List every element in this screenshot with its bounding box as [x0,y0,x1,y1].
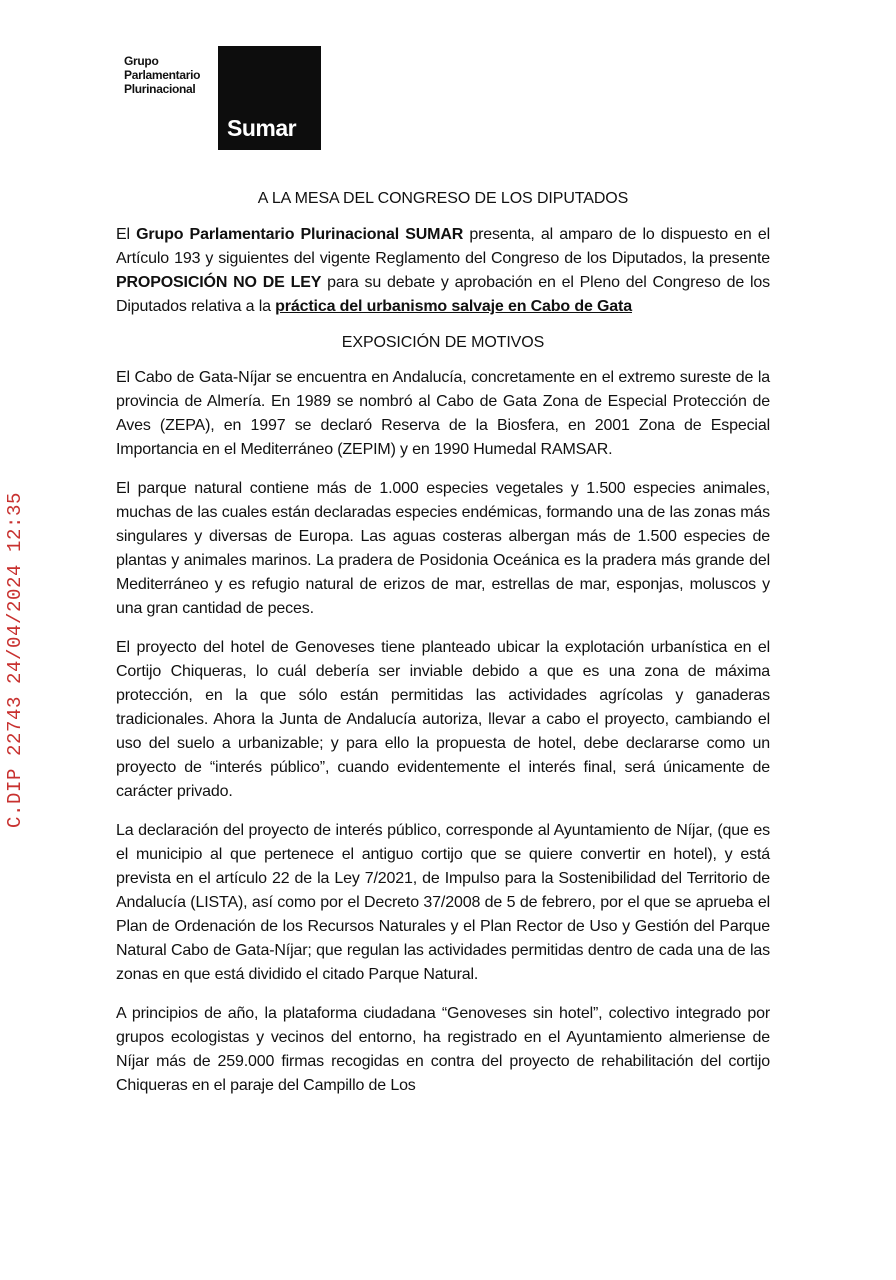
registry-stamp [0,470,30,850]
logo-line-parlamentario: Parlamentario [124,68,201,82]
document-body [116,190,770,1113]
intro-text-1: El [116,226,137,243]
logo-line-grupo: Grupo [124,54,159,68]
group-name: Grupo Parlamentario Plurinacional SUMAR [136,226,464,243]
body-paragraph: El proyecto del hotel de Genoveses tiene planteado ubicar la explotación urbanística en el Cortijo Chiqueras, lo cuál debería ser inviable debido a que es una zona de máxima protección, en la que sólo están permitidas las actividades agrícolas y ganaderas tradicionales. Ahora la Junta de Andalucía autoriza, llevar a cabo el proyecto, cambiando el uso del suelo a urbanizable; y para ello la propuesta de hotel, debe declararse como un proyecto de “interés público”, cuando evidentemente el interés final, será únicamente de carácter privado. [116,639,770,800]
body-paragraph: El parque natural contiene más de 1.000 especies vegetales y 1.500 especies animales, muchas de las cuales están declaradas especies endémicas, formando una de las zonas más singulares y diversas de Europa. Las aguas costeras albergan más de 1.500 especies de plantas y animales marinos. La pradera de Posidonia Oceánica es la pradera más grande del Mediterráneo y es refugio natural de erizos de mar, estrellas de mar, esponjas, moluscos y una gran cantidad de peces. [116,480,770,617]
proposal-subject: práctica del urbanismo salvaje en Cabo de Gata [275,298,632,315]
intro-text-3: para su debate y aprobación en el Pleno del Congreso de los Diputados relativa a la [116,274,770,315]
sumar-logo [218,46,321,150]
motives-heading: EXPOSICIÓN DE MOTIVOS [341,334,545,351]
addressee-heading: A LA MESA DEL CONGRESO DE LOS DIPUTADOS [257,190,629,207]
registry-stamp-text: C.DIP 22743 24/04/2024 12:35 [4,491,26,829]
party-logo-text [124,54,200,96]
proposal-type: PROPOSICIÓN NO DE LEY [116,274,322,291]
logo-line-plurinacional: Plurinacional [124,82,196,96]
intro-paragraph [116,223,770,319]
body-paragraph: La declaración del proyecto de interés público, corresponde al Ayuntamiento de Níjar, (que es el municipio al que pertenece el antiguo cortijo que se quiere convertir en hotel), y está prevista en el artículo 22 de la Ley 7/2021, de Impulso para la Sostenibilidad del Territorio de Andalucía (LISTA), así como por el Decreto 37/2008 de 5 de febrero, por el que se aprueba el Plan de Ordenación de los Recursos Naturales y el Plan Rector de Uso y Gestión del Parque Natural Cabo de Gata-Níjar; que regulan las actividades permitidas dentro de cada una de las zonas en que está dividido el citado Parque Natural. [116,822,770,983]
intro-text-2: presenta, al amparo de lo dispuesto en el Artículo 193 y siguientes del vigente Reglamento del Congreso de los Diputados, la presente [116,226,770,267]
body-paragraph: El Cabo de Gata-Níjar se encuentra en Andalucía, concretamente en el extremo sureste de la provincia de Almería. En 1989 se nombró al Cabo de Gata Zona de Especial Protección de Aves (ZEPA), en 1997 se declaró Reserva de la Biosfera, en 2001 Zona de Especial Importancia en el Mediterráneo (ZEPIM) y en 1990 Humedal RAMSAR. [116,369,770,458]
body-paragraph: A principios de año, la plataforma ciudadana “Genoveses sin hotel”, colectivo integrado por grupos ecologistas y vecinos del entorno, ha registrado en el Ayuntamiento almeriense de Níjar más de 259.000 firmas recogidas en contra del proyecto de rehabilitación del cortijo Chiqueras en el paraje del Campillo de Los [116,1005,770,1094]
sumar-logo-text: Sumar [227,115,297,141]
